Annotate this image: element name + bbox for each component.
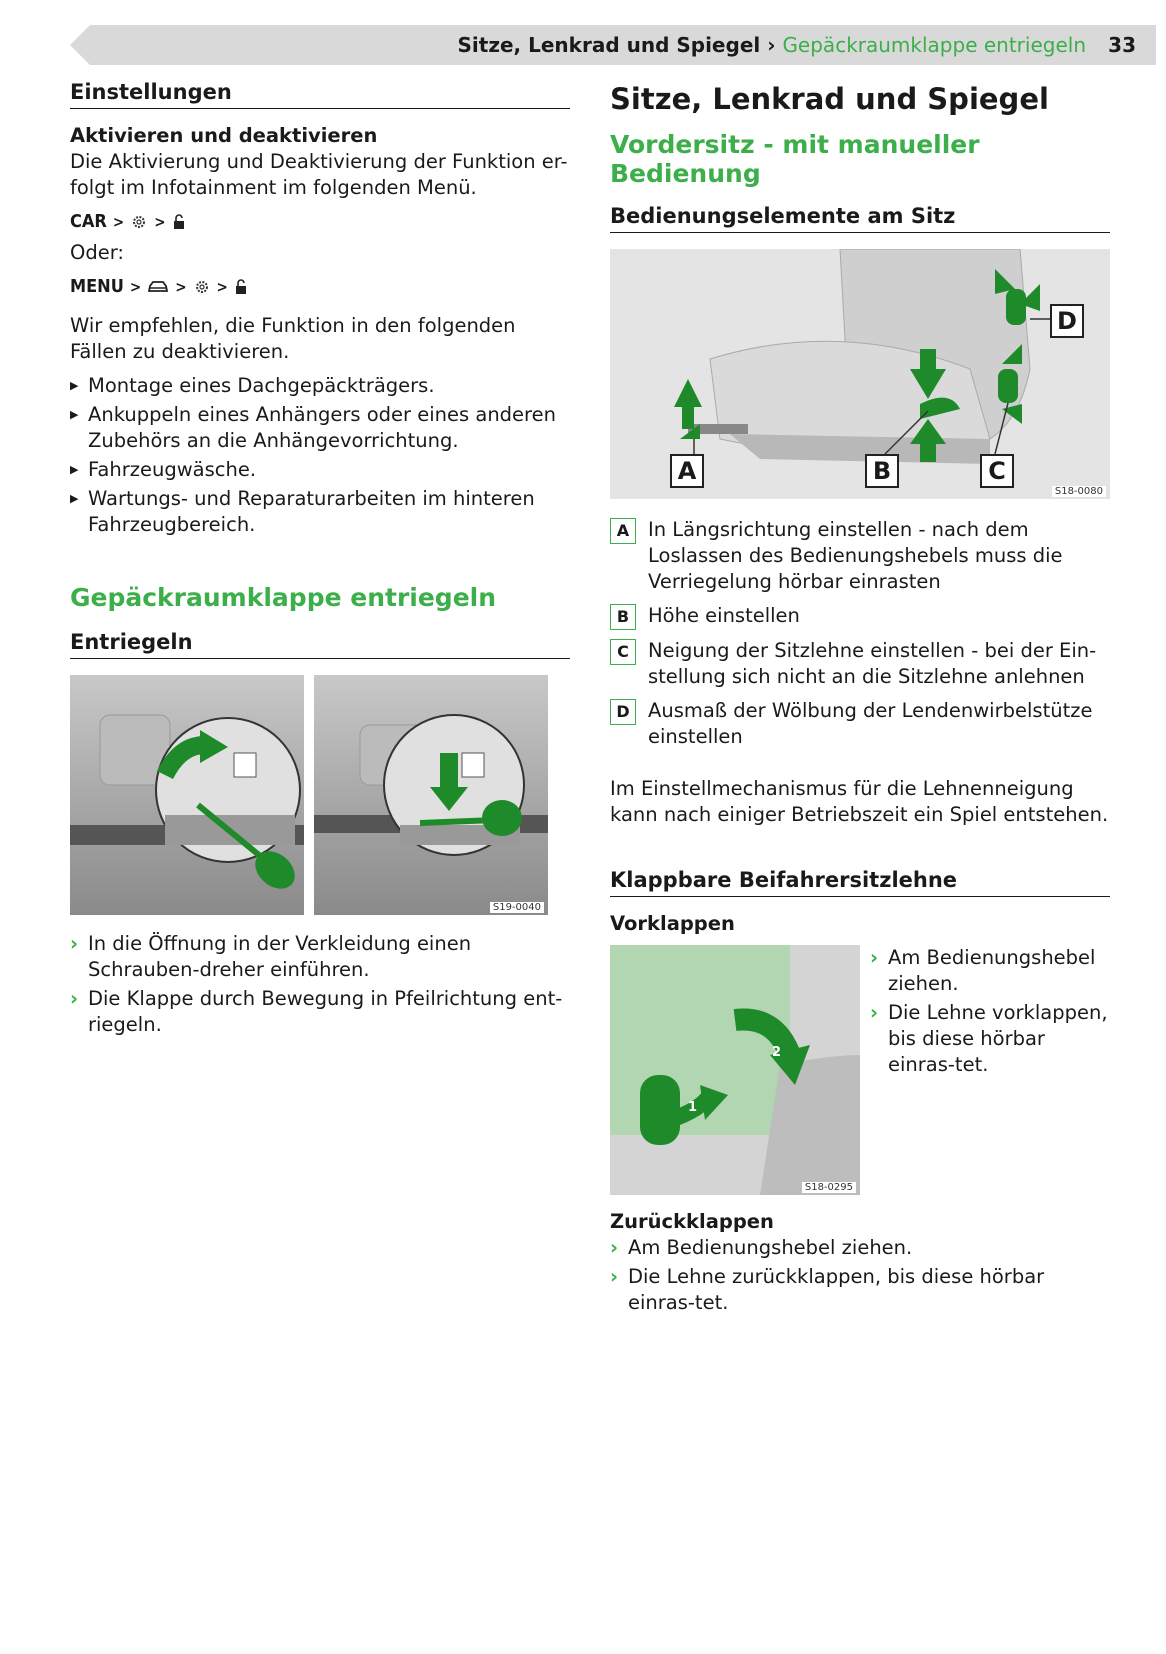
tailgate-lock-icon	[234, 278, 248, 296]
settings-gear-icon	[130, 213, 148, 231]
activate-heading: Aktivieren und deaktivieren	[70, 124, 378, 147]
header-separator: ›	[767, 33, 776, 57]
left-column	[70, 80, 570, 1041]
menu-path-menu	[70, 276, 570, 297]
legend-key: C	[610, 639, 636, 665]
seat-figure	[610, 249, 1110, 499]
step-marker: ›	[70, 932, 79, 955]
menu-sep: >	[154, 212, 166, 231]
legend-key: B	[610, 604, 636, 630]
chapter-heading: Sitze, Lenkrad und Spiegel	[610, 82, 1049, 116]
legend-text: Ausmaß der Wölbung der Lendenwirbelstütze einstellen	[648, 699, 1093, 748]
legend-item	[610, 698, 1110, 750]
menu-path-car	[70, 211, 570, 232]
label-a: A	[670, 454, 704, 488]
list-item	[70, 931, 570, 983]
header-chapter: Sitze, Lenkrad und Spiegel	[457, 33, 761, 57]
right-column	[610, 82, 1110, 1319]
step-text: Am Bedienungshebel ziehen.	[888, 946, 1096, 995]
step-text: Am Bedienungshebel ziehen.	[628, 1236, 913, 1259]
legend-text: Höhe einstellen	[648, 604, 800, 627]
figure-code: S19-0040	[490, 902, 544, 913]
fold-illustration	[610, 945, 860, 1195]
list-item: ▶ Ankuppeln eines Anhängers oder eines anderen Zubehörs an die Anhängevorrichtung.	[70, 402, 570, 454]
step-text: In die Öffnung in der Verkleidung einen Schrauben-dreher einführen.	[88, 932, 472, 981]
fold-heading: Klappbare Beifahrersitzlehne	[610, 868, 1110, 897]
menu-sep: >	[112, 212, 125, 231]
menu-label: MENU	[70, 276, 124, 297]
fold-figure	[610, 945, 860, 1195]
or-text: Oder:	[70, 241, 124, 264]
figure-code: S18-0295	[802, 1182, 856, 1193]
step-marker: ›	[870, 1001, 879, 1024]
car-label: CAR	[70, 211, 107, 232]
tailgate-figure	[70, 675, 548, 915]
list-item	[70, 986, 570, 1038]
tailgate-lock-icon	[172, 213, 186, 231]
fold-forward-steps	[870, 945, 1110, 1195]
list-item	[610, 1264, 1110, 1316]
fold-step-number: 2	[772, 1045, 782, 1060]
legend-text: In Längsrichtung einstellen - nach dem Loslassen des Bedienungshebels muss die Verriegelung hörbar einrasten	[648, 518, 1063, 593]
legend-item	[610, 638, 1110, 690]
fold-forward-heading: Vorklappen	[610, 912, 735, 935]
controls-heading: Bedienungselemente am Sitz	[610, 204, 1110, 233]
unlock-heading: Entriegeln	[70, 630, 570, 659]
step-text: Die Lehne vorklappen, bis diese hörbar einras-tet.	[888, 1001, 1108, 1076]
label-b: B	[865, 454, 899, 488]
step-marker: ›	[610, 1265, 619, 1288]
header-section: Gepäckraumklappe entriegeln	[782, 33, 1086, 57]
legend-item	[610, 603, 1110, 630]
list-item: ▶ Montage eines Dachgepäckträgers.	[70, 373, 570, 399]
figure-code: S18-0080	[1052, 486, 1106, 497]
legend-key: D	[610, 699, 636, 725]
list-item	[610, 1235, 1110, 1261]
fold-back-steps	[610, 1235, 1110, 1316]
fold-back-heading: Zurückklappen	[610, 1210, 774, 1233]
menu-sep: >	[175, 277, 187, 296]
fold-step-number: 1	[688, 1100, 698, 1115]
seat-heading: Vordersitz - mit manueller Bedienung	[610, 130, 980, 188]
step-text: Die Klappe durch Bewegung in Pfeilrichtung ent-riegeln.	[88, 987, 563, 1036]
page-header	[70, 25, 1156, 65]
legend-text: Neigung der Sitzlehne einstellen - bei der Ein-stellung sich nicht an die Sitzlehne anlehnen	[648, 639, 1097, 688]
recommend-list	[70, 373, 570, 538]
page-number: 33	[1108, 33, 1136, 57]
list-item	[870, 945, 1110, 997]
note-text: Im Einstellmechanismus für die Lehnenneigung kann nach einiger Betriebszeit ein Spiel entstehen.	[610, 777, 1109, 826]
car-icon	[147, 279, 169, 295]
menu-sep: >	[129, 277, 142, 296]
label-c: C	[980, 454, 1014, 488]
step-marker: ›	[610, 1236, 619, 1259]
list-item	[870, 1000, 1110, 1078]
list-item: ▶ Fahrzeugwäsche.	[70, 457, 570, 483]
tailgate-illustration	[70, 675, 548, 915]
tailgate-heading: Gepäckraumklappe entriegeln	[70, 583, 497, 612]
legend-item	[610, 517, 1110, 595]
header-breadcrumb	[458, 33, 1086, 57]
label-d: D	[1050, 304, 1084, 338]
list-item: ▶ Wartungs- und Reparaturarbeiten im hinteren Fahrzeugbereich.	[70, 486, 570, 538]
recommend-text: Wir empfehlen, die Funktion in den folgenden Fällen zu deaktivieren.	[70, 314, 516, 363]
step-text: Die Lehne zurückklappen, bis diese hörbar einras-tet.	[628, 1265, 1045, 1314]
menu-sep: >	[216, 277, 228, 296]
figure-legend	[610, 517, 1110, 750]
activate-text: Die Aktivierung und Deaktivierung der Funktion er-folgt im Infotainment im folgenden Menü.	[70, 150, 568, 199]
legend-key: A	[610, 518, 636, 544]
fold-forward-block	[610, 945, 1110, 1195]
settings-heading: Einstellungen	[70, 80, 570, 109]
settings-gear-icon	[193, 278, 211, 296]
step-marker: ›	[70, 987, 79, 1010]
unlock-steps	[70, 931, 570, 1038]
step-marker: ›	[870, 946, 879, 969]
